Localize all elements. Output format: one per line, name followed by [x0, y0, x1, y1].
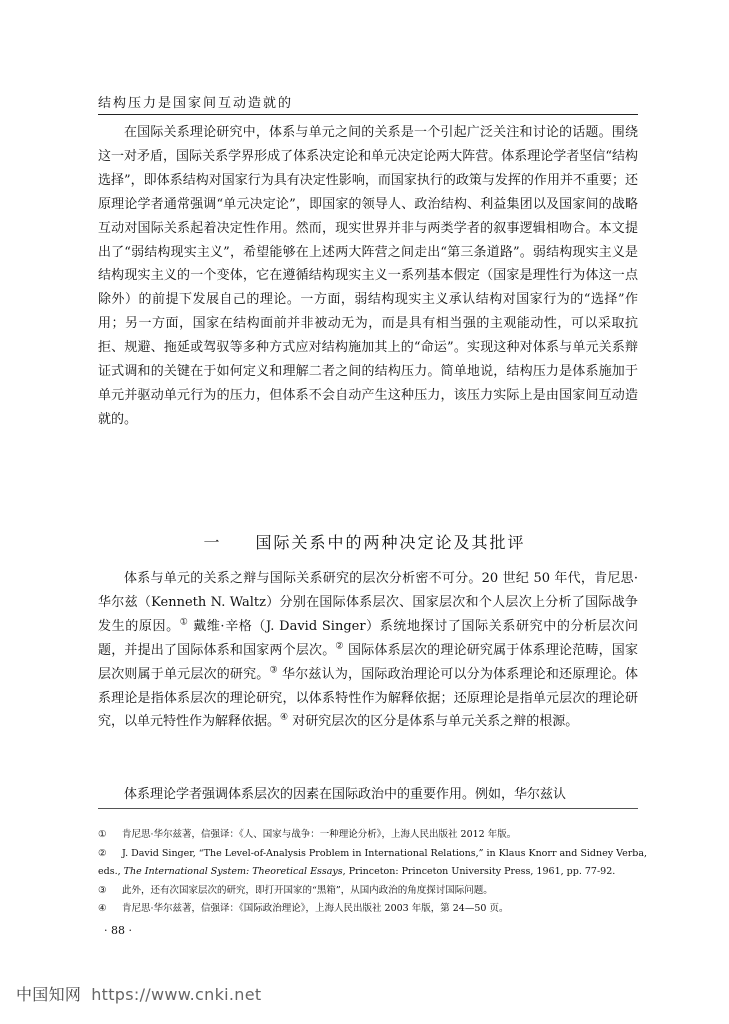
running-header: 结构压力是国家间互动造就的 [98, 96, 294, 111]
footnote-ref-1[interactable]: ① [179, 617, 189, 628]
watermark-url[interactable]: https://www.cnki.net [91, 985, 262, 1004]
footnote-ref-3[interactable]: ③ [269, 665, 278, 676]
book-title: The International System: Theoretical Essays [123, 866, 343, 877]
page-number: · 88 · [104, 924, 132, 937]
intro-paragraph: 在国际关系理论研究中，体系与单元之间的关系是一个引起广泛关注和讨论的话题。围绕这一对矛盾，国际关系学界形成了体系决定论和单元决定论两大阵营。体系理论学者坚信“结构选择”，即体系结构对国家行为具有决定性影响，而国家执行的政策与发挥的作用并不重要；还原理论学者通常强调“单元决定论”，即国家的领导人、政治结构、利益集团以及国家间的战略互动对国际关系起着决定性作用。然而，现实世界并非与两类学者的叙事逻辑相吻合。本文提出了“弱结构现实主义”，希望能够在上述两大阵营之间走出“第三条道路”。弱结构现实主义是结构现实主义的一个变体，它在遵循结构现实主义一系列基本假定（国家是理性行为体这一点除外）的前提下发展自己的理论。一方面，弱结构现实主义承认结构对国家行为的“选择”作用；另一方面，国家在结构面前并非被动无为，而是具有相当强的主观能动性，可以采取抗拒、规避、拖延或驾驭等多种方式应对结构施加其上的“命运”。实现这种对体系与单元关系辩证式调和的关键在于如何定义和理解二者之间的结构压力。简单地说，结构压力是体系施加于单元并驱动单元行为的压力，但体系不会自动产生这种压力，该压力实际上是由国家间互动造就的。 [98, 125, 638, 427]
section-number: 一 [203, 533, 222, 552]
footnote-rule [98, 808, 638, 809]
footnote-text: 此外，还有次国家层次的研究，即打开国家的“黑箱”，从国内政治的角度探讨国际问题。 [122, 884, 493, 896]
footnotes [98, 826, 648, 919]
footnote-4 [98, 900, 638, 919]
footnote-mark: ④ [98, 903, 107, 914]
footnote-mark: ② [98, 847, 107, 859]
p1-sentence-3: 国际体系层次的理论研究属于体系理论范畴，国家层次则属于单元层次的研究。 [98, 642, 638, 682]
footnote-1 [98, 826, 638, 845]
footnote-text: 肯尼思·华尔兹著，信强译：《人、国家与战争：一种理论分析》，上海人民出版社 2012 年版。 [122, 829, 517, 840]
p1-sentence-5: 对研究层次的区分是体系与单元关系之辩的根源。 [288, 714, 579, 730]
footnote-text: 肯尼思·华尔兹著，信强译：《国际政治理论》，上海人民出版社 2003 年版，第 24—50 页。 [122, 903, 509, 914]
p1-sentence-2: 戴维·辛格（J. David Singer）系统地探讨了国际关系研究中的分析层次问题，并提出了国际体系和国家两个层次。 [98, 618, 638, 658]
footnote-ref-2[interactable]: ② [335, 641, 344, 652]
footnote-mark: ③ [98, 884, 107, 896]
paragraph-systemic-theory: 体系理论学者强调体系层次的因素在国际政治中的重要作用。例如，华尔兹认 [124, 787, 567, 802]
section-title: 国际关系中的两种决定论及其批评 [255, 533, 526, 552]
p1-sentence-1: 体系与单元的关系之辩与国际关系研究的层次分析密不可分。20 世纪 50 年代，肯尼思·华尔兹（Kenneth N. Waltz）分别在国际体系层次、国家层次和个人层次上分析了国际战争发生的原因。 [98, 571, 638, 634]
footnote-2 [98, 845, 648, 864]
footnote-2-continuation: eds., The International System: Theoretical Essays, Princeton: Princeton University Press, 1961, pp. 77-92. [98, 866, 616, 877]
footnote-text: J. David Singer, “The Level-of-Analysis Problem in International Relations,” in Klaus Knorr and Sidney Verba, [122, 847, 648, 859]
p1-sentence-4: 华尔兹认为，国际政治理论可以分为体系理论和还原理论。体系理论是指体系层次的理论研究，以体系特性作为解释依据；还原理论是指单元层次的理论研究，以单元特性作为解释依据。 [98, 666, 638, 730]
section-heading [0, 530, 729, 553]
footnote-ref-4[interactable]: ④ [280, 713, 289, 724]
header-rule [98, 114, 638, 115]
watermark-brand: 中国知网 [16, 985, 82, 1004]
footnote-mark: ① [98, 829, 107, 840]
cnki-watermark [16, 982, 261, 1005]
footnote-3 [98, 882, 638, 901]
paragraph-levels-of-analysis [98, 567, 638, 734]
